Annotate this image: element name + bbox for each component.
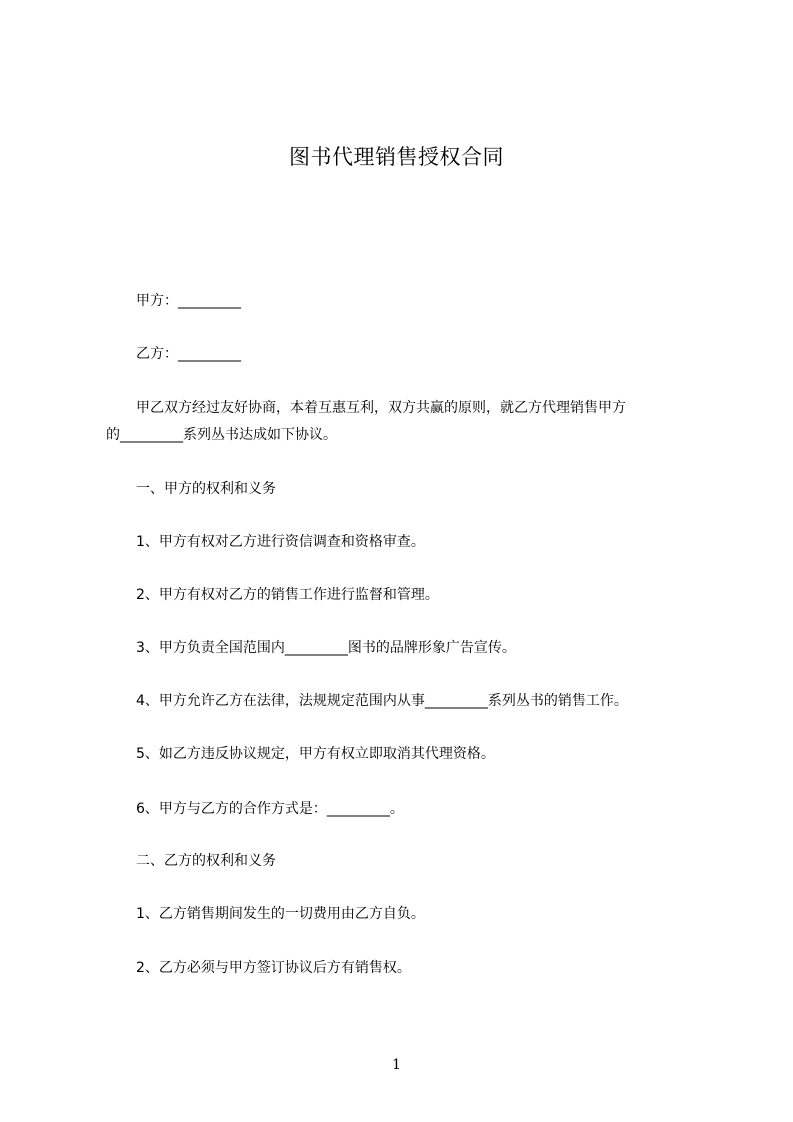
section-1-item: 5、如乙方违反协议规定，甲方有权立即取消其代理资格。 — [136, 746, 495, 762]
section-1-heading: 一、甲方的权利和义务 — [136, 481, 276, 497]
party-b-line: 乙方：_________ — [136, 346, 241, 362]
section-2-item: 1、乙方销售期间发生的一切费用由乙方自负。 — [136, 906, 425, 922]
document-title: 图书代理销售授权合同 — [289, 145, 504, 169]
section-1-item: 3、甲方负责全国范围内_________图书的品牌形象广告宣传。 — [136, 640, 516, 656]
page-number: 1 — [392, 1057, 401, 1073]
section-1-item: 6、甲方与乙方的合作方式是：_________。 — [136, 801, 404, 817]
preamble-line-1: 甲乙双方经过友好协商，本着互惠互利，双方共赢的原则，就乙方代理销售甲方 — [136, 400, 626, 416]
section-2-heading: 二、乙方的权利和义务 — [136, 853, 276, 869]
section-1-item: 2、甲方有权对乙方的销售工作进行监督和管理。 — [136, 587, 439, 603]
preamble-line-2: 的_________系列丛书达成如下协议。 — [106, 427, 337, 443]
party-a-line: 甲方：_________ — [136, 293, 241, 309]
section-1-item: 4、甲方允许乙方在法律，法规规定范围内从事_________系列丛书的销售工作。 — [136, 693, 628, 709]
section-1-item: 1、甲方有权对乙方进行资信调查和资格审查。 — [136, 534, 425, 550]
section-2-item: 2、乙方必须与甲方签订协议后方有销售权。 — [136, 960, 411, 976]
